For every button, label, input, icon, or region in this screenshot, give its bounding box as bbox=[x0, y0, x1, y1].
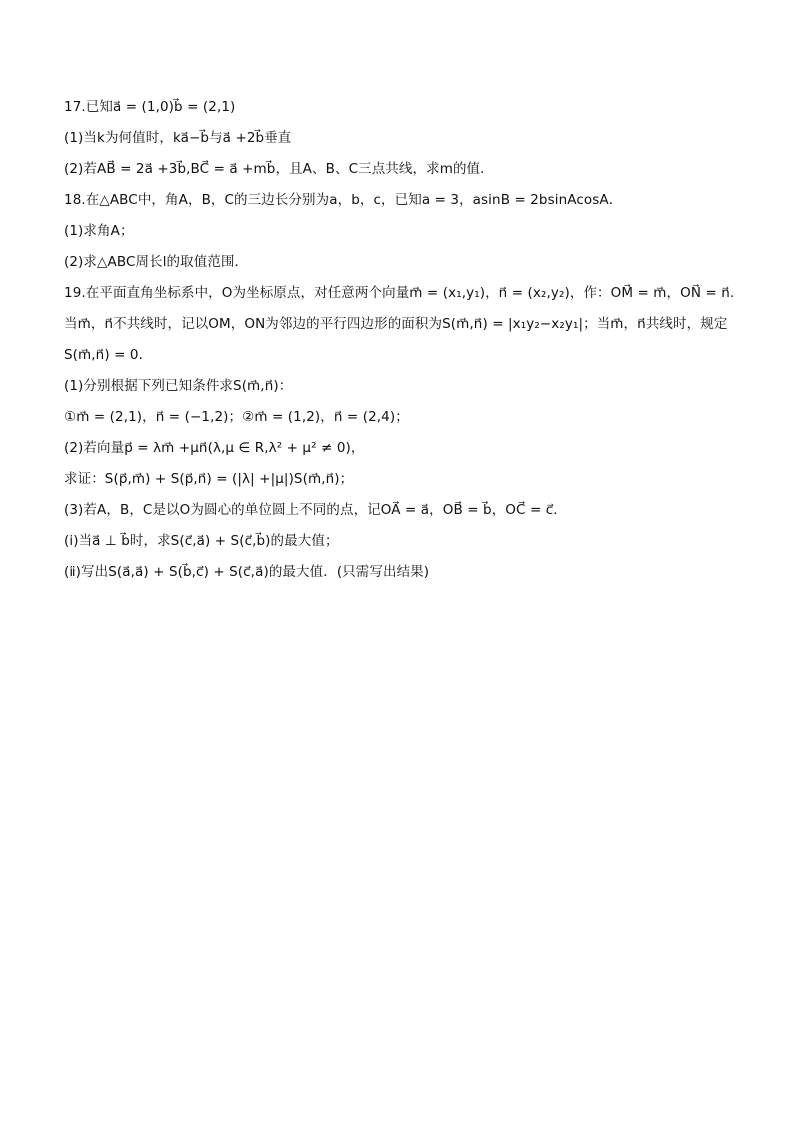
q17-stem: 17.已知a⃗ = (1,0)b⃗ = (2,1) bbox=[64, 99, 236, 115]
q19-part1: (1)分别根据下列已知条件求S(m⃗,n⃗)： bbox=[64, 378, 293, 394]
problem-text bbox=[64, 99, 744, 595]
q19-part3: (3)若A，B，C是以O为圆心的单位圆上不同的点，记OA⃗ = a⃗，OB⃗ = b⃗，OC⃗ = c⃗． bbox=[64, 502, 567, 518]
q18-stem: 18.在△ABC中，角A，B，C的三边长分别为a，b，c，已知a = 3，asinB = 2bsinAcosA． bbox=[64, 192, 623, 208]
q19-part3-i: (ⅰ)当a⃗ ⊥ b⃗时，求S(c⃗,a⃗) + S(c⃗,b⃗)的最大值； bbox=[64, 533, 339, 549]
q19-part3-ii: (ⅱ)写出S(a⃗,a⃗) + S(b⃗,c⃗) + S(c⃗,a⃗)的最大值．(只需写出结果) bbox=[64, 564, 430, 580]
q19-part2: (2)若向量p⃗ = λm⃗ +μn⃗(λ,μ ∈ R,λ² + μ² ≠ 0)， bbox=[64, 440, 365, 456]
q18-part1: (1)求角A； bbox=[64, 223, 134, 239]
q17-part2: (2)若AB⃗ = 2a⃗ +3b⃗,BC⃗ = a⃗ +mb⃗，且A、B、C三点共线，求m的值． bbox=[64, 161, 494, 177]
q19-part2-proof: 求证：S(p⃗,m⃗) + S(p⃗,n⃗) = (|λ| +|μ|)S(m⃗,n⃗)； bbox=[64, 471, 354, 487]
q18-part2: (2)求△ABC周长l的取值范围． bbox=[64, 254, 249, 270]
q17-part1: (1)当k为何值时，ka⃗−b⃗与a⃗ +2b⃗垂直 bbox=[64, 130, 292, 146]
q19-part1-conditions: ①m⃗ = (2,1)，n⃗ = (−1,2)；②m⃗ = (1,2)，n⃗ = (2,4)； bbox=[64, 409, 409, 425]
q19-stem: 19.在平面直角坐标系中，O为坐标原点，对任意两个向量m⃗ = (x₁,y₁)，n⃗ = (x₂,y₂)，作：OM⃗ = m⃗，ON⃗ = n⃗.当m⃗，n⃗不共线时，记以OM，ON为邻边的平行四边形的面积为S(m⃗,n⃗) = |x₁y₂−x₂y₁|；当m⃗，n⃗共线时，规定S(m⃗,n⃗) = 0． bbox=[64, 285, 735, 363]
